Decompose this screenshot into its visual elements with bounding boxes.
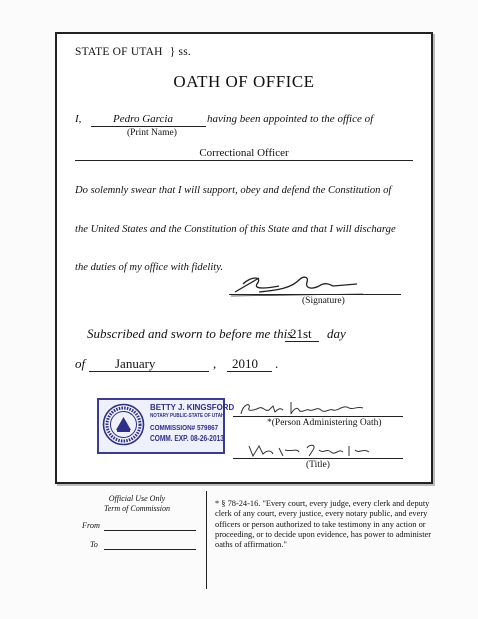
sworn-text: Subscribed and sworn to before me this [87, 326, 293, 341]
title-line [233, 458, 403, 459]
notary-name: BETTY J. KINGSFORD [150, 402, 235, 412]
to-label: To [90, 540, 98, 549]
state-seal-emblem [102, 403, 145, 446]
signature-caption: (Signature) [302, 296, 345, 306]
official-use-block [72, 494, 202, 514]
signature-line [229, 294, 401, 295]
term-of-commission-heading: Term of Commission [104, 504, 170, 513]
venue-heading [75, 46, 191, 58]
oath-form-frame [55, 32, 433, 484]
county-bracket: } ss. [169, 46, 191, 58]
date-period: . [275, 356, 279, 371]
title-caption: (Title) [306, 460, 330, 470]
statute-footnote: * § 78-24-16. "Every court, every judge, every clerk and deputy clerk of any court, every justice, every notary public, and every officers or person authorized to take testimony in any action or proceeding, or to decide upon evidence, has power to administer oaths of affirmation." [206, 491, 433, 589]
appointee-signature [229, 270, 369, 300]
sworn-day: 21st [290, 326, 312, 341]
sworn-month: January [115, 356, 156, 371]
administering-caption: *(Person Administering Oath) [267, 418, 382, 428]
oath-line-3: the duties of my office with fidelity. [75, 262, 223, 273]
notary-stamp [97, 398, 235, 454]
of-word: of [75, 356, 86, 371]
official-use-heading: Official Use Only [108, 494, 166, 503]
day-word: day [327, 326, 346, 341]
from-field-line[interactable] [104, 530, 196, 531]
notary-commission-expiry: COMM. EXP. 08-26-2013 [150, 434, 224, 443]
appointee-name: Pedro Garcia [113, 113, 173, 125]
oath-line-2: the United States and the Constitution of this State and that I will discharge [75, 224, 396, 235]
page-title: OATH OF OFFICE [173, 72, 315, 91]
date-comma: , [213, 356, 217, 371]
from-label: From [82, 521, 100, 530]
office-underline [75, 160, 413, 161]
notary-public-line: NOTARY PUBLIC-STATE OF UTAH [150, 413, 225, 419]
administering-line [233, 416, 403, 417]
notary-commission-number: COMMISSION# 579867 [150, 423, 219, 432]
print-name-caption: (Print Name) [127, 128, 177, 138]
oath-line-1: Do solemnly swear that I will support, obey and defend the Constitution of [75, 185, 392, 196]
state-text: STATE OF UTAH [75, 46, 163, 58]
to-field-line[interactable] [104, 549, 196, 550]
office-title: Correctional Officer [199, 147, 289, 159]
appointed-text: having been appointed to the office of [207, 113, 374, 125]
name-underline [91, 126, 206, 127]
sworn-year: 2010 [232, 356, 258, 371]
pronoun-label: I, [75, 113, 82, 125]
